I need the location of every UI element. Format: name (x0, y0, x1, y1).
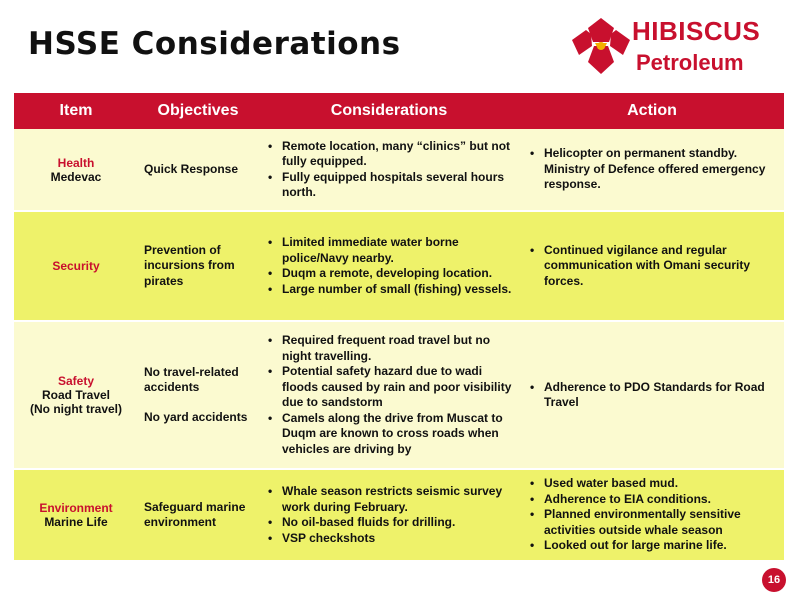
company-logo (570, 14, 792, 90)
considerations-cell (258, 469, 520, 561)
objectives-cell (138, 129, 258, 211)
action-item: • Used water based mud. (544, 476, 778, 492)
action-cell (520, 211, 784, 321)
objective-text: Prevention of incursions from pirates (144, 242, 235, 288)
header-considerations: Considerations (258, 93, 520, 129)
consideration-item: • Fully equipped hospitals several hours north. (282, 170, 514, 201)
item-cell (14, 129, 138, 211)
consideration-item: • Required frequent road travel but no night travelling. (282, 333, 514, 364)
header-action: Action (520, 93, 784, 129)
objective-text: No travel-related accidents (144, 364, 239, 395)
consideration-item: • Remote location, many “clinics” but not fully equipped. (282, 139, 514, 170)
item-cell (14, 321, 138, 469)
table-row-safety (14, 321, 784, 469)
header-objectives: Objectives (138, 93, 258, 129)
consideration-item: • VSP checkshots (282, 531, 514, 547)
consideration-item: • Camels along the drive from Muscat to Duqm are known to cross roads when vehicles are driving by (282, 411, 514, 458)
action-cell (520, 321, 784, 469)
item-category: Safety (57, 374, 95, 388)
item-subcategory-note: (No night travel) (30, 402, 122, 416)
table-row-security (14, 211, 784, 321)
item-category: Security (52, 259, 100, 273)
item-cell (14, 469, 138, 561)
item-subcategory: Marine Life (44, 515, 108, 529)
consideration-item: • Whale season restricts seismic survey work during February. (282, 484, 514, 515)
hsse-table (14, 93, 784, 562)
objective-text: Quick Response (144, 161, 239, 176)
item-category: Environment (39, 501, 113, 515)
logo-subtitle: Petroleum (636, 50, 744, 75)
action-cell (520, 469, 784, 561)
item-category: Health (57, 155, 95, 170)
action-cell (520, 129, 784, 211)
consideration-item: • Duqm a remote, developing location. (282, 266, 514, 282)
table-row-environment (14, 469, 784, 561)
action-item: • Planned environmentally sensitive activities outside whale season (544, 507, 778, 538)
table-row-health (14, 129, 784, 211)
hibiscus-logo-icon (570, 16, 632, 78)
table-header-row (14, 93, 784, 129)
action-item: • Helicopter on permanent standby. Ministry of Defence offered emergency response. (544, 146, 778, 193)
consideration-item: • Large number of small (fishing) vessels. (282, 282, 514, 298)
consideration-item: • Limited immediate water borne police/Navy nearby. (282, 235, 514, 266)
item-subcategory: Medevac (50, 169, 102, 184)
considerations-cell (258, 129, 520, 211)
action-item: • Adherence to PDO Standards for Road Travel (544, 380, 778, 411)
objective-text: No yard accidents (144, 409, 248, 424)
objectives-cell (138, 321, 258, 469)
consideration-item: • No oil-based fluids for drilling. (282, 515, 514, 531)
item-subcategory: Road Travel (41, 388, 111, 402)
action-item: • Continued vigilance and regular communication with Omani security forces. (544, 243, 778, 290)
considerations-cell (258, 211, 520, 321)
objectives-cell (138, 469, 258, 561)
slide-title: HSSE Considerations (28, 26, 401, 62)
action-item: • Adherence to EIA conditions. (544, 492, 778, 508)
considerations-cell (258, 321, 520, 469)
item-cell (14, 211, 138, 321)
logo-wordmark: HIBISCUS (632, 16, 761, 46)
action-item: • Looked out for large marine life. (544, 538, 778, 554)
consideration-item: • Potential safety hazard due to wadi floods caused by rain and poor visibility due to sandstorm (282, 364, 514, 411)
page-number-badge: 16 (762, 568, 786, 592)
objective-text: Safeguard marine environment (144, 499, 246, 529)
objectives-cell (138, 211, 258, 321)
header-item: Item (14, 93, 138, 129)
